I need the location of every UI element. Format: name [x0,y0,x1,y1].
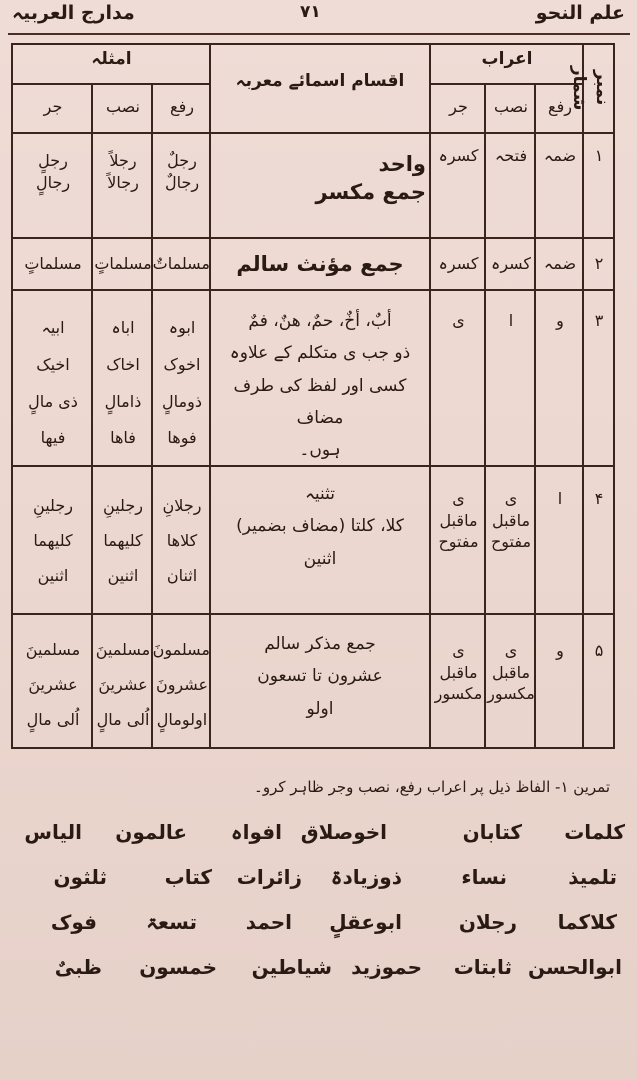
row4-ex-nasb: رجلینِ کلیھما اثنین [103,496,143,586]
row1-category: واحد جمع مکسر [315,152,426,205]
word: ثلثون [53,865,107,889]
row4-raf: ا [557,489,563,508]
row4-category: تثنیہ کلا، کلتا (مضاف بضمیر) اثنین [236,484,404,569]
word: تلمیذ [568,865,617,889]
row5-nasb: ی ماقبل مکسور [487,641,535,704]
sub-header-jarr: جر [449,97,468,116]
row2-nasb: کسرہ [490,254,532,273]
exercise-instruction: تمرین ۱- الفاظ ذیل پر اعراب رفع، نصب وجر ظاہر کرو۔ [254,778,610,796]
row2-number: ۲ [594,254,604,273]
word-list-label: کلمات [564,820,625,844]
row3-number: ۳ [594,311,604,330]
row1-nasb: فتحہ [494,146,528,165]
col-header-irab: اعراب [481,49,533,69]
row1-ex-raf: رجلٌ رجالٌ [164,151,200,192]
word: عالمون [115,820,187,844]
row3-category: أبٌ، أخٌ، حمٌ، ھنٌ، فمٌ ذو جب ی متکلم کے علاوہ کسی اور لفظ کی طرف مضاف ہوں۔ [229,311,411,461]
word: ابوعقلٍ [329,910,402,934]
word: تسعۃ [146,910,197,934]
row2-category: جمع مؤنث سالم [236,252,404,276]
row3-ex-jarr: ابیہ اخیک ذی مالٍ فیھا [28,318,78,448]
row5-jarr: ی ماقبل مکسور [434,641,483,704]
row4-jarr: ی ماقبل مفتوح [438,489,479,552]
word: احمد [245,910,292,934]
page-number: ۷۱ [300,2,321,22]
row5-number: ۵ [594,641,604,660]
word: ثابتات [453,955,512,979]
word: فوک [50,910,97,934]
word: شیاطین [251,955,332,979]
row5-category: جمع مذکر سالم عشرون تا تسعون اولو [257,634,383,719]
row1-raf: ضمہ [543,146,577,165]
row3-ex-raf: ابوہ اخوک ذومالٍ فوھا [162,318,202,448]
row3-raf: و [556,311,564,330]
word: افواہ [230,820,282,844]
col-header-categories: اقسام اسمائے معربہ [235,71,405,91]
row2-ex-raf: مسلماتٌ [152,254,210,273]
header-left-title: مدارج العربیہ [12,2,135,24]
word: الیاس [24,820,82,844]
row3-ex-nasb: اباہ اخاک ذامالٍ فاھا [104,318,142,448]
col-header-number: نمبر شمار [569,65,612,111]
row1-ex-nasb: رجلاً رجالاً [107,151,139,192]
word: حموزید [351,955,422,979]
sub-header-ex-nasb: نصب [105,97,141,116]
row2-ex-jarr: مسلماتٍ [24,254,82,273]
row4-number: ۴ [594,489,604,508]
word: کلاکما [557,910,617,934]
word: ظبیٌ [54,955,102,979]
row1-number: ۱ [594,146,604,165]
row2-raf: ضمہ [543,254,577,273]
word: ذوزیادۃ [330,865,402,889]
word: ابوالحسن [527,955,622,979]
col-header-examples: امثلہ [91,49,132,69]
row3-nasb: ا [508,311,514,330]
word: نساء [461,865,507,889]
row3-jarr: ی [452,311,465,330]
row4-ex-raf: رجلانِ کلاھا اثنان [162,496,202,586]
word: خمسون [139,955,217,979]
row2-ex-nasb: مسلماتٍ [94,254,152,273]
row5-raf: و [556,641,564,660]
sub-header-ex-jarr: جر [43,97,63,116]
sub-header-ex-raf: رفع [170,97,194,116]
row4-ex-jarr: رجلینِ کلیھما اثنین [33,496,73,586]
sub-header-nasb: نصب [493,97,529,116]
header-right-title: علم النحو [535,2,625,24]
word: اخوصلاق [300,820,387,844]
word: زائرات [236,865,302,889]
row2-jarr: کسرہ [438,254,479,273]
row1-ex-jarr: رجلٍ رجالٍ [35,151,71,192]
word: کتابان [462,820,522,844]
word: رجلان [458,910,517,934]
word: کتاب [164,865,212,889]
row5-ex-jarr: مسلمینَ عشرینَ اُلی مالٍ [25,640,81,730]
row5-ex-nasb: مسلمینَ عشرینَ اُلی مالٍ [95,640,151,730]
sub-header-raf: رفع [548,97,572,116]
row4-nasb: ی ماقبل مفتوح [490,489,532,552]
row5-ex-raf: مسلمونَ عشرونَ اولومالٍ [152,640,210,730]
row1-jarr: کسرہ [438,146,479,165]
